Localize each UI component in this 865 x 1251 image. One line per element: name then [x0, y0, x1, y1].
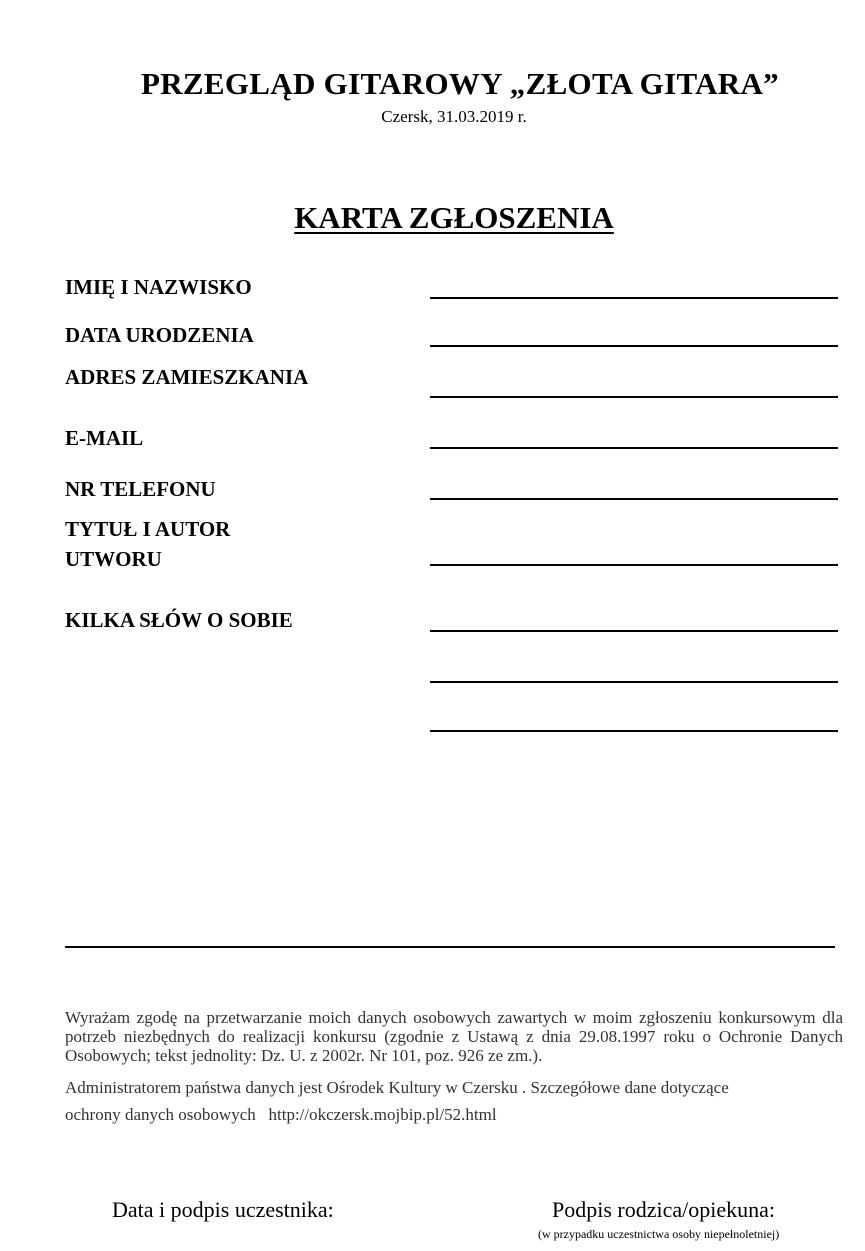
field-label-address: ADRES ZAMIESZKANIA: [65, 365, 309, 389]
about-input-line-2[interactable]: [430, 681, 838, 683]
data-protection-link[interactable]: http://okczersk.mojbip.pl/52.html: [268, 1105, 497, 1124]
birth-date-input-line[interactable]: [430, 345, 838, 347]
place-and-date: Czersk, 31.03.2019 r.: [381, 107, 527, 126]
form-title: KARTA ZGŁOSZENIA: [294, 200, 614, 235]
separator-line: [65, 946, 835, 948]
about-input-line-3[interactable]: [430, 730, 838, 732]
guardian-signature-label: Podpis rodzica/opiekuna:: [552, 1197, 776, 1222]
administrator-info: Administratorem państwa danych jest Ośrodek Kultury w Czersku . Szczegółowe dane dotyczące: [65, 1078, 729, 1097]
participant-signature-label: Data i podpis uczestnika:: [112, 1197, 334, 1222]
address-input-line[interactable]: [430, 396, 838, 398]
email-input-line[interactable]: [430, 447, 838, 449]
field-label-phone: NR TELEFONU: [65, 477, 216, 501]
name-input-line[interactable]: [430, 297, 838, 299]
guardian-signature-note: (w przypadku uczestnictwa osoby niepełnoletniej): [538, 1227, 780, 1241]
field-label-birth-date: DATA URODZENIA: [65, 323, 254, 347]
field-label-piece-line1: TYTUŁ I AUTOR: [65, 517, 231, 541]
field-label-name: IMIĘ I NAZWISKO: [65, 275, 252, 299]
document-title: PRZEGLĄD GITAROWY „ZŁOTA GITARA”: [140, 66, 779, 101]
piece-input-line[interactable]: [430, 564, 838, 566]
field-label-piece-line2: UTWORU: [65, 547, 162, 571]
about-input-line-1[interactable]: [430, 630, 838, 632]
data-protection-text: ochrony danych osobowych: [65, 1105, 256, 1124]
phone-input-line[interactable]: [430, 498, 838, 500]
field-label-about: KILKA SŁÓW O SOBIE: [65, 608, 293, 632]
consent-paragraph: Wyrażam zgodę na przetwarzanie moich danych osobowych zawartych w moim zgłoszeniu konkursowym dla potrzeb niezbędnych do realizacji konkursu (zgodnie z Ustawą z dnia 29.08.1997 roku o Ochronie Danych Osobowych; tekst jednolity: Dz. U. z 2002r. Nr 101, poz. 926 ze zm.).: [65, 1008, 843, 1065]
data-protection-info: [65, 1105, 843, 1124]
field-label-email: E-MAIL: [65, 426, 144, 450]
